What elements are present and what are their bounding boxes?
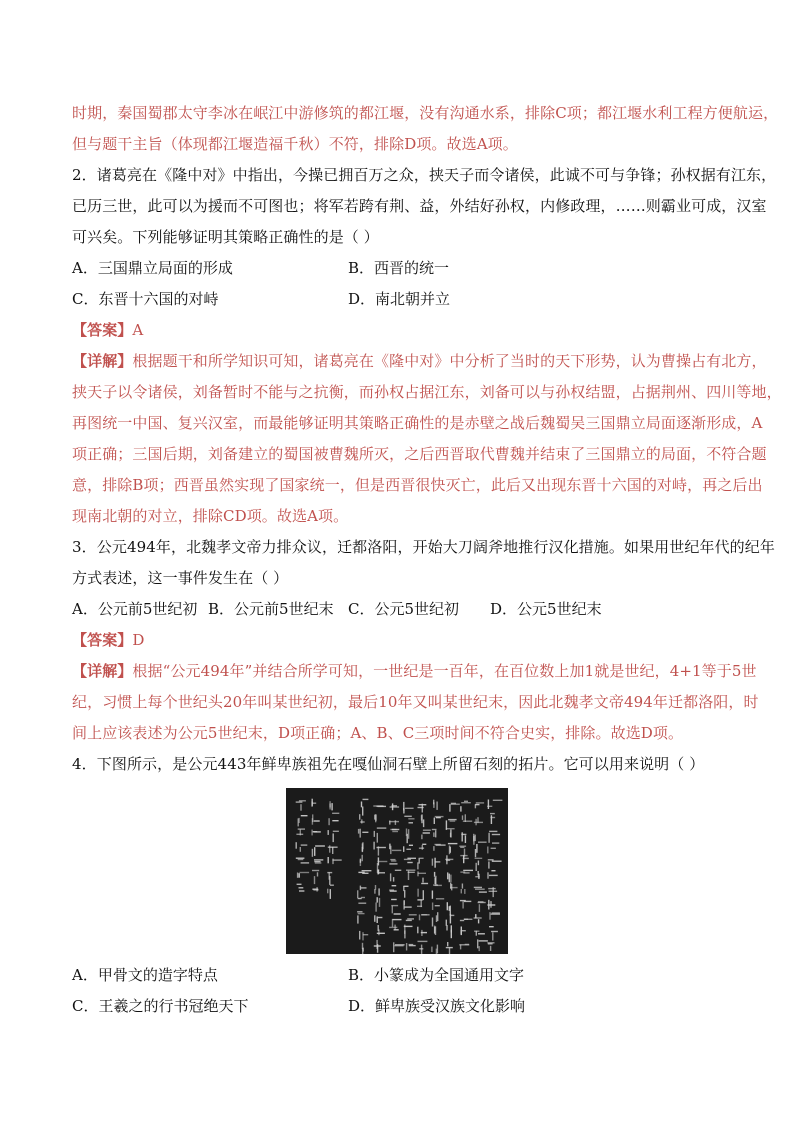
question-stem-line: 可兴矣。下列能够证明其策略正确性的是（ ） — [72, 228, 379, 246]
option-a: A．公元前5世纪初 — [72, 600, 198, 618]
option-d: D．鲜卑族受汉族文化影响 — [348, 997, 526, 1015]
question-stem-line: 2．诸葛亮在《隆中对》中指出，今操已拥百万之众，挟天子而令诸侯，此诚不可与争锋；孙权据有江东， — [72, 166, 777, 184]
detail-line: 项正确；三国后期，刘备建立的蜀国被曹魏所灭，之后西晋取代曹魏并结束了三国鼎立的局面，不符合题 — [72, 445, 767, 463]
option-d: D．公元5世纪末 — [490, 600, 602, 618]
detail-label: 【详解】 — [72, 662, 133, 680]
detail-line: 纪，习惯上每个世纪头20年叫某世纪初，最后10年又叫某世纪末，因此北魏孝文帝494年迁都洛阳，时 — [72, 693, 759, 711]
detail-line: 但与题干主旨（体现都江堰造福千秋）不符，排除D项。故选A项。 — [72, 135, 518, 153]
option-c: C．东晋十六国的对峙 — [72, 290, 219, 308]
previous-detail — [72, 98, 779, 160]
question-stem-line: 方式表述，这一事件发生在（ ） — [72, 569, 289, 587]
detail-line: 再图统一中国、复兴汉室，而最能够证明其策略正确性的是赤壁之战后魏蜀吴三国鼎立局面逐渐形成，A — [72, 414, 763, 432]
option-row — [72, 284, 722, 315]
answer-label: 【答案】 — [72, 321, 133, 339]
question-stem-line: 已历三世，此可以为援而不可图也；将军若跨有荆、益，外结好孙权，内修政理，……则霸业可成，汉室 — [72, 197, 767, 215]
document-page — [72, 98, 782, 1022]
detail-line: 时期，秦国蜀郡太守李冰在岷江中游修筑的都江堰，没有沟通水系，排除C项；都江堰水利工程方便航运， — [72, 104, 779, 122]
option-b: B．西晋的统一 — [348, 259, 450, 277]
detail-line — [72, 656, 757, 687]
option-a: A．三国鼎立局面的形成 — [72, 259, 233, 277]
question-stem-line: 3．公元494年，北魏孝文帝力排众议，迁都洛阳，开始大刀阔斧地推行汉化措施。如果用世纪年代的纪年 — [72, 538, 775, 556]
option-row — [72, 594, 722, 625]
option-b: B．小篆成为全国通用文字 — [348, 966, 525, 984]
question-stem-line: 4．下图所示，是公元443年鲜卑族祖先在嘎仙洞石壁上所留石刻的拓片。它可以用来说明（ ） — [72, 755, 705, 773]
question-4 — [72, 749, 722, 1022]
question-2 — [72, 160, 782, 532]
answer-line — [72, 315, 722, 346]
answer-label: 【答案】 — [72, 631, 133, 649]
option-c: C．公元5世纪初 — [348, 600, 460, 618]
option-row — [72, 960, 722, 991]
option-row — [72, 253, 722, 284]
detail-line — [72, 346, 767, 377]
option-c: C．王羲之的行书冠绝天下 — [72, 997, 249, 1015]
detail-line: 现南北朝的对立，排除CD项。故选A项。 — [72, 507, 349, 525]
detail-line: 意，排除B项；西晋虽然实现了国家统一，但是西晋很快灭亡，此后又出现东晋十六国的对峙，再之后出 — [72, 476, 763, 494]
detail-label: 【详解】 — [72, 352, 133, 370]
question-3 — [72, 532, 775, 749]
option-row — [72, 991, 722, 1022]
answer-value: A — [132, 321, 144, 339]
option-b: B．公元前5世纪末 — [208, 600, 334, 618]
rubbing-svg — [286, 788, 508, 954]
option-a: A．甲骨文的造字特点 — [72, 966, 218, 984]
option-d: D．南北朝并立 — [348, 290, 451, 308]
detail-line: 挟天子以令诸侯，刘备暂时不能与之抗衡，而孙权占据江东，刘备可以与孙权结盟，占据荆州、四川等地， — [72, 383, 782, 401]
detail-text: 根据题干和所学知识可知，诸葛亮在《隆中对》中分析了当时的天下形势，认为曹操占有北方， — [132, 352, 767, 370]
answer-line — [72, 625, 722, 656]
answer-value: D — [132, 631, 145, 649]
stone-inscription-rubbing-image — [286, 788, 508, 954]
detail-text: 根据“公元494年”并结合所学可知，一世纪是一百年，在百位数上加1就是世纪，4+1等于5世 — [132, 662, 757, 680]
detail-line: 间上应该表述为公元5世纪末，D项正确；A、B、C三项时间不符合史实，排除。故选D项。 — [72, 724, 684, 742]
